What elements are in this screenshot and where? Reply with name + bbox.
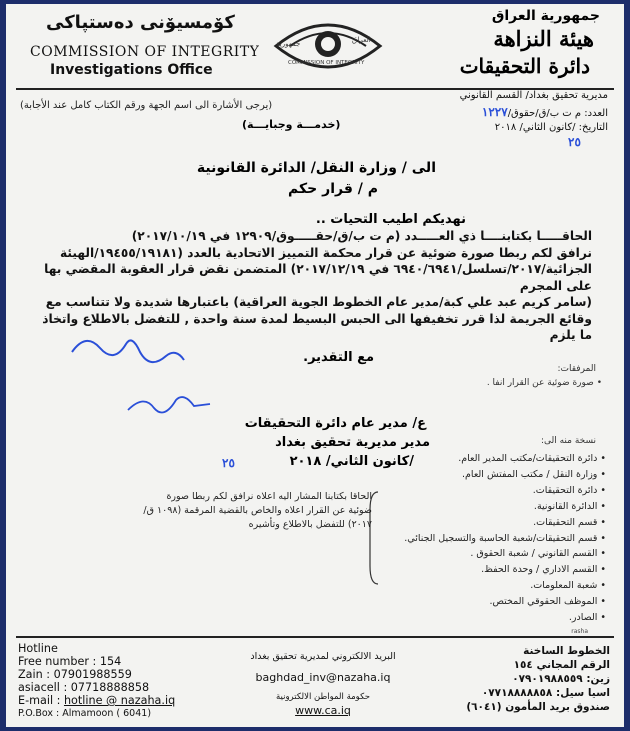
typist-initials: rasha <box>571 628 588 635</box>
commission-title-en: COMMISSION OF INTEGRITY <box>30 44 260 60</box>
footer-divider <box>16 636 614 638</box>
list-item: • شعبة المعلومات. <box>404 578 606 594</box>
list-item: • قسم التحقيقات/شعبة الحاسبة والتسجيل الجنائي. <box>404 531 606 547</box>
list-item: • الصادر. <box>404 610 606 626</box>
pobox-ar: صندوق بريد المأمون (٦٠٤١) <box>466 701 610 713</box>
republic-title: جمهورية العراق <box>491 8 600 24</box>
meta-date: التاريخ: /كانون الثاني/ ٢٠١٨ <box>494 122 608 133</box>
hotline-label: Hotline <box>18 642 58 655</box>
list-item: • قسم التحقيقات. <box>404 515 606 531</box>
signature-date: /كانون الثاني/ ٢٠١٨ <box>289 454 414 469</box>
meta-date-day: ٢٥ <box>568 135 581 149</box>
meta-number-value: ١٢٢٧ <box>481 105 508 119</box>
signature-scribble <box>124 390 214 420</box>
letter-page <box>6 4 624 727</box>
closing-regards: مع التقدير. <box>303 350 374 365</box>
pobox: P.O.Box : Almamoon ( 6041) <box>18 708 152 719</box>
inv-email-label: البريد الالكتروني لمديرية تحقيق بغداد <box>250 651 396 662</box>
email-line: E-mail : hotline @ nazaha.iq <box>18 694 176 707</box>
gov-label: حكومة المواطن الالكترونية <box>275 692 371 702</box>
inv-email-link[interactable]: baghdad_inv@nazaha.iq <box>255 671 391 684</box>
website-link[interactable]: www.ca.iq <box>295 704 351 717</box>
asia-ar: اسيا سيل: ٠٧٧١٨٨٨٨٨٥٨ <box>481 687 610 699</box>
meta-number-label: العدد: م ت ب/ق/حقوق/ <box>507 108 608 119</box>
free-number: Free number : 154 <box>18 655 122 668</box>
seal-text-right: العراق <box>352 36 371 44</box>
seal-text-left: جمهورية <box>276 40 301 48</box>
body-line: وقائع الجريمة لذا قرر تخفيفها الى الحبس البسيط لمدة سنة واحدة , للتفضل بالاطلاع واتخاذ ما يلزم <box>42 311 592 342</box>
attachments-label: المرفقات: <box>557 364 596 374</box>
free-ar: الرقم المجاني ١٥٤ <box>513 659 610 671</box>
subject: م / قرار حكم <box>288 181 378 197</box>
signatory-role: مدير مديرية تحقيق بغداد <box>275 435 430 450</box>
body-line: (سامر كريم عبد علي كبة/مدير عام الخطوط الجوية العراقية) باعتبارها شديدة ولا تتناسب مع <box>45 295 592 309</box>
seal-text-bottom: COMMISSION OF INTEGRITY <box>288 60 365 66</box>
body-line: الحاقـــــا بكتابنــــا ذي العـــــدد (م ت ب/ق/حقـــــوق/١٢٩٠٩ في ٢٠١٧/١٠/١٩) <box>131 229 592 243</box>
directorate-title-ar: دائرة التحقيقات <box>459 54 590 78</box>
list-item: • الموظف الحقوقي المختص. <box>404 594 606 610</box>
hotline-ar-label: الخطوط الساخنة <box>523 645 610 657</box>
commission-title-ar: هيئة النزاهة <box>493 26 594 51</box>
attachment-item: • صورة ضوئية عن القرار انفا . <box>486 378 602 388</box>
greeting: نهديكم اطيب التحيات .. <box>315 212 466 227</box>
service-label: (خدمـــة وجبايـــة) <box>242 118 341 131</box>
addressee: الى / وزارة النقل/ الدائرة القانونية <box>196 160 436 176</box>
letter-body <box>36 228 592 344</box>
footer-hotline-ar <box>466 644 610 714</box>
meta-department: مديرية تحقيق بغداد/ القسم القانوني <box>459 90 608 101</box>
cc-label: نسخة منه الى: <box>540 436 596 446</box>
zain-number: Zain : 07901988559 <box>18 668 132 681</box>
kurdish-title: كۆمسیۆنی دەستپاکی <box>46 12 235 33</box>
reference-note: الحاقا بكتابنا المشار اليه اعلاه نرافق لكم ربطا صورة ضوئية عن القرار اعلاه والخاص بالقضية المرقمة (١٠٩٨ ق/٢٠١٧) للتفضل بالاطلاع وتأشيره <box>143 491 372 530</box>
signature-date-day: ٢٥ <box>222 456 235 470</box>
list-item: • الدائرة القانونية. <box>404 499 606 515</box>
list-item: • دائرة التحقيقات. <box>404 483 606 499</box>
reply-note: (يرجى الأشارة الى اسم الجهة ورقم الكتاب كامل عند الأجابة) <box>20 100 273 111</box>
office-title-en: Investigations Office <box>50 62 213 78</box>
footer-hotline-en <box>18 642 175 720</box>
asiacell-number: asiacell : 07718888858 <box>18 681 150 694</box>
meta-number <box>482 105 608 119</box>
signatory-title: ع/ مدير عام دائرة التحقيقات <box>244 416 426 431</box>
body-line: الجزائية/٢٠١٧/تسلسل/٦٩٤٠/٦٩٤١ في ٢٠١٧/١٢/١٩) المتضمن نقض قرار العقوبة المقضي بها على المجرم <box>44 262 592 293</box>
list-item: • القسم القانوني / شعبة الحقوق . <box>404 546 606 562</box>
handwritten-squiggle <box>66 330 266 380</box>
body-line: نرافق لكم ربطا صورة ضوئية عن قرار محكمة التمييز الاتحادية بالعدد (١٩٤٥٥/١٩١٨١/الهيئة <box>59 245 592 260</box>
zain-ar: زين: ٠٧٩٠١٩٨٨٥٥٩ <box>512 673 610 685</box>
hotline-email-link[interactable]: hotline @ nazaha.iq <box>63 694 176 707</box>
list-item: • القسم الاداري / وحدة الحفظ. <box>404 562 606 578</box>
cc-list <box>404 451 606 626</box>
footer-middle <box>238 650 408 717</box>
list-item: • دائرة التحقيقات/مكتب المدير العام. <box>404 451 606 467</box>
list-item: • وزارة النقل / مكتب المفتش العام. <box>404 467 606 483</box>
